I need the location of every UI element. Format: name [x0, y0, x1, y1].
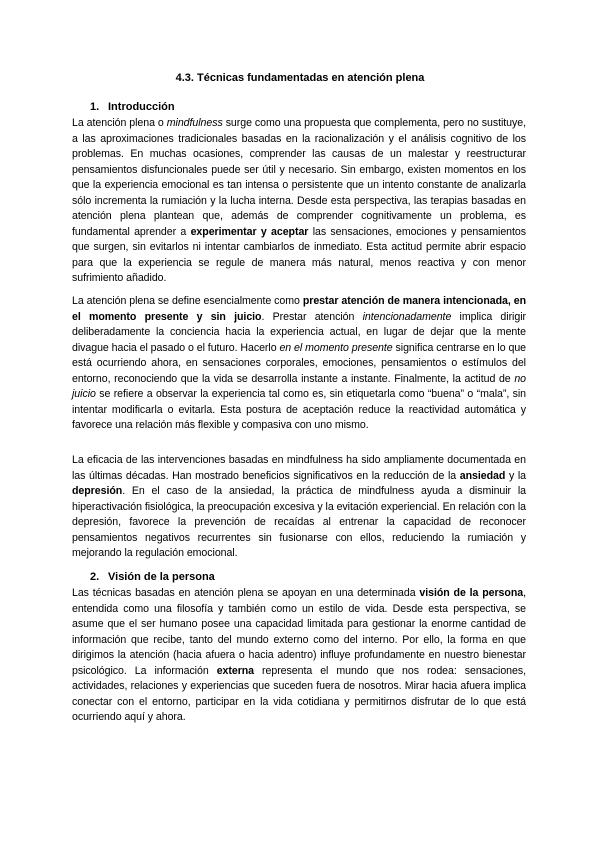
bold-text: visión de la persona	[419, 587, 524, 599]
bold-text: depresión	[72, 485, 123, 497]
paragraph	[72, 294, 526, 434]
text-run: La atención plena se define esencialmente como	[72, 295, 303, 307]
italic-text: en el momento presente	[279, 341, 393, 354]
section-title: Visión de la persona	[108, 571, 215, 583]
text-run: surge como una propuesta que complementa, pero no sustituye, a las aproximaciones tradicionales basadas en la racionalización y el análisis cognitivo de los problemas. En muchas ocasiones, comprender las causas de un malestar y reestructurar pensamientos disfuncionales puede ser útil y necesario. Sin embargo, existen momentos en los que la experiencia emocional es tan intensa o persistente que un intento constante de analizarla sólo incrementa la rumiación y la lucha interna. Desde esta perspectiva, las terapias basadas en atención plena plantean que, además de comprender cognitivamente un problema, es fundamental aprender a	[72, 117, 526, 238]
section-number: 1.	[90, 101, 100, 113]
paragraph	[72, 586, 526, 726]
section-heading-vision-persona	[90, 571, 215, 583]
bold-text: experimentar y aceptar	[190, 225, 309, 238]
italic-text: mindfulness	[166, 117, 223, 129]
italic-text: no juicio	[72, 372, 526, 400]
text-run: La atención plena o	[72, 117, 167, 129]
bold-text: prestar atención de manera intencionada, en el momento presente y sin juicio	[72, 295, 526, 323]
text-run: implica dirigir deliberadamente la conciencia hacia la experiencia actual, en lugar de dejar que la mente divague hacia el pasado o el futuro. Hacerlo	[72, 310, 526, 354]
section-number: 2.	[90, 571, 100, 583]
text-run: Las técnicas basadas en atención plena se apoyan en una determinada	[72, 587, 420, 599]
text-run: y la	[505, 469, 526, 482]
text-run: las sensaciones, emociones y pensamientos que surgen, sin evitarlos ni intentar cambiarlos de inmediato. Esta actitud permite abrir espacio para que la experiencia se regule de manera más natural, menos reactiva y con menor sufrimiento añadido.	[72, 225, 527, 284]
text-run: se refiere a observar la experiencia tal como es, sin etiquetarla como “buena” o “mala”, sin intentar modificarla o evitarla. Esta postura de aceptación reduce la reactividad automática y favorece una relación más flexible y compasiva con uno mismo.	[72, 388, 526, 431]
paragraph	[72, 116, 526, 287]
bold-text: externa	[216, 664, 255, 677]
document-title: 4.3. Técnicas fundamentadas en atención plena	[175, 72, 425, 84]
text-run: significa centrarse en lo que está ocurriendo ahora, en sensaciones corporales, emociones, pensamientos o estímulos del entorno, reconociendo que la vida se desarrolla instante a instante. Finalmente, la actitud de	[72, 341, 526, 385]
text-run: . En el caso de la ansiedad, la práctica de mindfulness ayuda a disminuir la hiperactivación fisiológica, la preocupación excesiva y la evitación experiencial. En relación con la depresión, favorece la prevención de recaídas al entrenar la capacidad de reconocer pensamientos negativos recurrentes sin fusionarse con ellos, reduciendo la rumiación y mejorando la regulación emocional.	[72, 485, 526, 559]
section-title: Introducción	[108, 101, 175, 113]
paragraph	[72, 453, 526, 562]
bold-text: ansiedad	[459, 469, 506, 482]
italic-text: intencionadamente	[362, 310, 452, 323]
text-run: representa el mundo que nos rodea: sensaciones, actividades, relaciones y experiencias que suceden fuera de nosotros. Mirar hacia afuera implica conectar con el entorno, participar en la vida cotidiana y permitirnos disfrutar de lo que está ocurriendo aquí y ahora.	[72, 664, 526, 723]
text-run: . Prestar atención	[261, 310, 363, 323]
text-run: La eficacia de las intervenciones basadas en mindfulness ha sido ampliamente documentada en las últimas décadas. Han mostrado beneficios significativos en la reducción de la	[72, 454, 526, 482]
text-run: , entendida como una filosofía y también como un estilo de vida. Desde esta perspectiva, se asume que el ser humano posee una capacidad limitada para gestionar la enorme cantidad de información que recibe, tanto del mundo externo como del interno. Por ello, la forma en que dirigimos la atención (hacia afuera o hacia adentro) influye profundamente en nuestro bienestar psicológico. La información	[72, 587, 526, 677]
section-heading-introduccion	[90, 101, 175, 113]
